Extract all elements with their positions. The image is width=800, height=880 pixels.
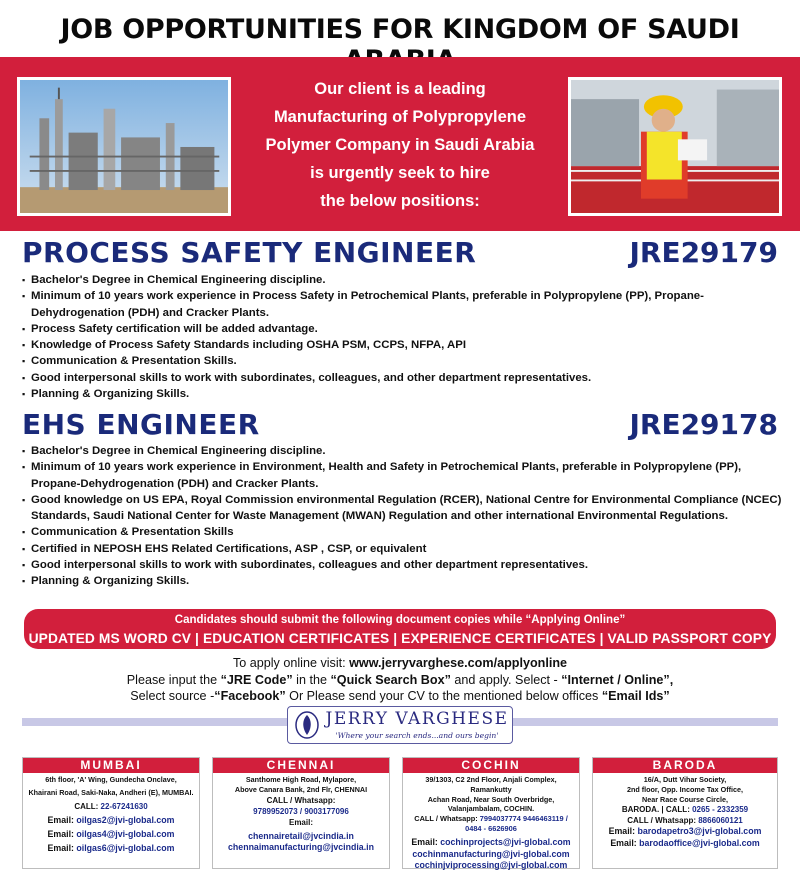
list-item: ▪ Minimum of 10 years work experience in Environment, Health and Safety in Petrochemical Plants, preferable in Polypropylene (PP), Propane-Dehydrogenation (PDH) and Cracker Plants. bbox=[22, 459, 782, 492]
banner-line: Manufacturing of Polypropylene bbox=[273, 108, 527, 126]
page-title: JOB OPPORTUNITIES FOR KINGDOM OF SAUDI bbox=[60, 14, 740, 45]
requirements-list bbox=[22, 272, 782, 402]
email-label: Email: bbox=[608, 826, 638, 837]
call-label: CALL / Whatsapp: bbox=[414, 814, 480, 824]
office-card-baroda bbox=[592, 757, 778, 869]
office-card-mumbai bbox=[22, 757, 200, 869]
apply-url-link[interactable]: www.jerryvarghese.com/applyonline bbox=[349, 656, 568, 670]
office-address: 2nd floor, Opp. Income Tax Office, bbox=[626, 784, 744, 794]
email-link[interactable]: oilgas4@jvi-global.com bbox=[76, 829, 175, 839]
job-code: JRE29179 bbox=[629, 236, 778, 269]
office-address: 6th floor, 'A' Wing, Gundecha Onclave, bbox=[45, 775, 177, 784]
list-item: ▪ Bachelor's Degree in Chemical Engineering discipline. bbox=[22, 443, 782, 459]
banner-line: the below positions: bbox=[320, 192, 480, 210]
apply-text: Please input the bbox=[126, 672, 221, 687]
logo-tagline: 'Where your search ends...and ours begin' bbox=[335, 731, 499, 740]
email-label: Email: bbox=[411, 837, 441, 848]
email-link[interactable]: barodaoffice@jvi-global.com bbox=[639, 837, 760, 848]
job-title-ehs: EHS ENGINEER bbox=[22, 408, 260, 441]
apply-text: Select source - bbox=[130, 689, 215, 703]
banner-text bbox=[240, 75, 560, 215]
office-card-chennai bbox=[212, 757, 390, 869]
email-label: Email: bbox=[288, 817, 313, 827]
office-address: 39/1303, C2 2nd Floor, Anjali Complex, Ramankutty bbox=[425, 775, 557, 794]
office-address: 16/A, Dutt Vihar Society, bbox=[643, 775, 727, 784]
email-link[interactable]: chennairetail@jvcindia.in bbox=[248, 830, 354, 841]
phone-number[interactable]: 0265 - 2332359 bbox=[692, 805, 749, 815]
job-code: JRE29178 bbox=[629, 408, 778, 441]
list-item: ▪ Certified in NEPOSH EHS Related Certifications, ASP , CSP, or equivalent bbox=[22, 541, 782, 557]
office-city: CHENNAI bbox=[213, 758, 389, 773]
apply-text: “Internet / Online”, bbox=[561, 672, 674, 687]
office-address: Khairani Road, Saki-Naka, Andheri (E), MUMBAI. bbox=[28, 787, 194, 797]
email-label: Email: bbox=[47, 829, 77, 839]
apply-text: “JRE Code” bbox=[220, 672, 293, 687]
engineer-worker-photo bbox=[568, 77, 782, 216]
phone-number[interactable]: 22-67241630 bbox=[100, 801, 148, 811]
apply-text: “Email Ids” bbox=[601, 689, 670, 703]
job-title-process-safety: PROCESS SAFETY ENGINEER bbox=[22, 236, 477, 269]
apply-text: “Quick Search Box” bbox=[330, 672, 451, 687]
office-address: Achan Road, Near South Overbridge, bbox=[427, 794, 555, 804]
apply-text: “Facebook” bbox=[214, 689, 286, 703]
list-item: ▪ Process Safety certification will be added advantage. bbox=[22, 321, 782, 337]
logo-name: JERRY VARGHESE bbox=[325, 709, 509, 729]
requirements-list bbox=[22, 443, 782, 590]
office-address: Santhome High Road, Mylapore, bbox=[245, 775, 357, 784]
office-card-cochin bbox=[402, 757, 580, 869]
documents-list: UPDATED MS WORD CV | EDUCATION CERTIFICATES | EXPERIENCE CERTIFICATES | VALID PASSPORT COPY bbox=[28, 631, 772, 646]
documents-intro: Candidates should submit the following document copies while “Applying Online” bbox=[174, 614, 626, 626]
office-city: MUMBAI bbox=[23, 758, 199, 773]
call-label: CALL / Whatsapp: bbox=[266, 795, 336, 805]
apply-text: and apply. Select - bbox=[450, 672, 562, 687]
call-label: CALL: bbox=[74, 801, 101, 811]
email-link[interactable]: cochinprojects@jvi-global.com bbox=[440, 837, 571, 848]
list-item: ▪ Minimum of 10 years work experience in Process Safety in Petrochemical Plants, preferable in Polypropylene (PP), Propane-Dehydrogenation (PDH) and Cracker Plants. bbox=[22, 288, 782, 321]
office-address: Above Canara Bank, 2nd Flr, CHENNAI bbox=[234, 784, 368, 794]
banner-line: Polymer Company in Saudi Arabia bbox=[265, 136, 535, 154]
apply-instructions bbox=[0, 655, 800, 705]
list-item: ▪ Good interpersonal skills to work with subordinates, colleagues and other department representatives. bbox=[22, 557, 782, 573]
phone-number[interactable]: 8866060121 bbox=[698, 816, 743, 826]
list-item: ▪ Communication & Presentation Skills bbox=[22, 524, 782, 540]
banner-line: is urgently seek to hire bbox=[310, 164, 490, 182]
list-item: ▪ Knowledge of Process Safety Standards including OSHA PSM, CCPS, NFPA, API bbox=[22, 337, 782, 353]
company-logo bbox=[287, 706, 513, 744]
leaf-emblem-icon bbox=[294, 710, 320, 740]
documents-banner bbox=[24, 609, 776, 649]
banner-line: Our client is a leading bbox=[314, 80, 486, 98]
list-item: ▪ Planning & Organizing Skills. bbox=[22, 573, 782, 589]
list-item: ▪ Good knowledge on US EPA, Royal Commission environmental Regulation (RCER), National Centre for Environmental Compliance (NCEC) Standards, Saudi National Center for Waste Management (MWAN) Regulation and other international Environmental Regulations. bbox=[22, 492, 782, 525]
apply-label: To apply online visit: bbox=[232, 656, 350, 670]
apply-text: in the bbox=[292, 672, 331, 687]
apply-text: Or Please send your CV to the mentioned below offices bbox=[285, 689, 602, 703]
list-item: ▪ Bachelor's Degree in Chemical Engineering discipline. bbox=[22, 272, 782, 288]
email-link[interactable]: oilgas6@jvi-global.com bbox=[76, 843, 175, 854]
email-link[interactable]: cochinmanufacturing@jvi-global.com bbox=[412, 848, 570, 859]
list-item: ▪ Planning & Organizing Skills. bbox=[22, 386, 782, 402]
call-label: CALL / Whatsapp: bbox=[627, 816, 699, 826]
email-link[interactable]: oilgas2@jvi-global.com bbox=[76, 814, 175, 825]
email-label: Email: bbox=[610, 837, 640, 848]
email-link[interactable]: cochinjviprocessing@jvi-global.com bbox=[414, 860, 568, 870]
phone-number[interactable]: 9789952073 / 9003177096 bbox=[253, 806, 349, 816]
list-item: ▪ Good interpersonal skills to work with subordinates, colleagues, and other department representatives. bbox=[22, 370, 782, 386]
email-link[interactable]: barodapetro3@jvi-global.com bbox=[637, 826, 762, 837]
office-address: Valanjambalam, COCHIN. bbox=[447, 804, 535, 814]
office-address: Near Race Course Circle, bbox=[642, 794, 728, 804]
office-city: COCHIN bbox=[403, 758, 579, 773]
phone-number[interactable]: 7994037774 9446463119 / 0484 - 6626906 bbox=[465, 814, 568, 834]
list-item: ▪ Communication & Presentation Skills. bbox=[22, 353, 782, 369]
call-label: BARODA. | CALL: bbox=[621, 805, 693, 815]
email-link[interactable]: chennaimanufacturing@jvcindia.in bbox=[228, 842, 374, 852]
refinery-plant-photo bbox=[17, 77, 231, 216]
email-label: Email: bbox=[47, 843, 77, 854]
office-city: BARODA bbox=[593, 758, 777, 773]
email-label: Email: bbox=[47, 814, 77, 825]
